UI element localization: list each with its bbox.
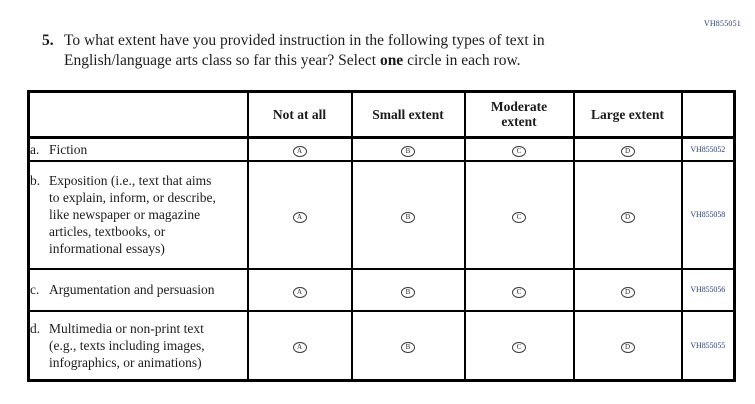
bubble-not-at-all[interactable]: A (293, 212, 307, 223)
row-label-cell (29, 311, 248, 381)
option-cell-not-at-all (248, 138, 352, 161)
option-cell-small-extent (352, 138, 465, 161)
option-cell-large-extent (574, 311, 682, 381)
option-cell-small-extent (352, 311, 465, 381)
bubble-not-at-all[interactable]: A (293, 342, 307, 353)
bubble-large-extent[interactable]: D (621, 287, 635, 298)
question-number: 5. (42, 32, 54, 49)
row-label-cell (29, 269, 248, 311)
question-line2-pre: English/language arts class so far this year? Select (64, 51, 380, 69)
option-cell-moderate-extent (465, 138, 574, 161)
bubble-large-extent[interactable]: D (621, 342, 635, 353)
bubble-large-extent[interactable]: D (621, 212, 635, 223)
question-line2-post: circle in each row. (403, 51, 521, 69)
row-label: Fiction (49, 141, 88, 157)
row-label: Argumentation and persuasion (49, 282, 215, 297)
row-letter: c. (30, 282, 40, 297)
option-cell-moderate-extent (465, 269, 574, 311)
header-row (29, 92, 735, 138)
bubble-moderate-extent[interactable]: C (512, 146, 526, 157)
bubble-not-at-all[interactable]: A (293, 287, 307, 298)
option-cell-not-at-all (248, 161, 352, 269)
bubble-moderate-extent[interactable]: C (512, 287, 526, 298)
table-row-exposition (29, 161, 735, 269)
question-line1: To what extent have you provided instruction in the following types of text in (64, 32, 545, 49)
bubble-small-extent[interactable]: B (401, 212, 415, 223)
bubble-small-extent[interactable]: B (401, 146, 415, 157)
option-cell-small-extent (352, 161, 465, 269)
option-cell-moderate-extent (465, 311, 574, 381)
bubble-moderate-extent[interactable]: C (512, 212, 526, 223)
option-cell-large-extent (574, 138, 682, 161)
table-row-argumentation (29, 269, 735, 311)
row-label: Multimedia or non-print text (e.g., texts including images, infographics, or animations) (49, 320, 205, 370)
header-empty-code (682, 92, 735, 138)
bubble-not-at-all[interactable]: A (293, 146, 307, 157)
bubble-large-extent[interactable]: D (621, 146, 635, 157)
row-letter: a. (30, 141, 40, 157)
header-large-extent: Large extent (574, 92, 682, 138)
header-empty-label (29, 92, 248, 138)
table-row-multimedia (29, 311, 735, 381)
row-id-code: VH855052 (682, 138, 735, 161)
option-cell-small-extent (352, 269, 465, 311)
question-bold-word: one (379, 51, 404, 69)
header-not-at-all: Not at all (248, 92, 352, 138)
row-label-cell (29, 161, 248, 269)
header-small-extent: Small extent (352, 92, 465, 138)
question-block (42, 31, 642, 70)
table-row-fiction (29, 138, 735, 161)
response-matrix-table (27, 90, 736, 382)
option-cell-not-at-all (248, 311, 352, 381)
option-cell-not-at-all (248, 269, 352, 311)
row-letter: b. (30, 173, 41, 188)
option-cell-moderate-extent (465, 161, 574, 269)
row-label-cell (29, 138, 248, 161)
header-moderate-extent: Moderate extent (465, 92, 574, 138)
row-label: Exposition (i.e., text that aims to explain, inform, or describe, like newspaper or magazine articles, textbooks, or informational essays) (49, 173, 216, 256)
bubble-small-extent[interactable]: B (401, 287, 415, 298)
row-id-code: VH855056 (682, 269, 735, 311)
row-letter: d. (30, 320, 41, 336)
question-text (64, 31, 642, 70)
row-id-code: VH855058 (682, 161, 735, 269)
question-id-code: VH855051 (703, 19, 741, 28)
option-cell-large-extent (574, 161, 682, 269)
bubble-moderate-extent[interactable]: C (512, 342, 526, 353)
bubble-small-extent[interactable]: B (401, 342, 415, 353)
row-id-code: VH855055 (682, 311, 735, 381)
option-cell-large-extent (574, 269, 682, 311)
